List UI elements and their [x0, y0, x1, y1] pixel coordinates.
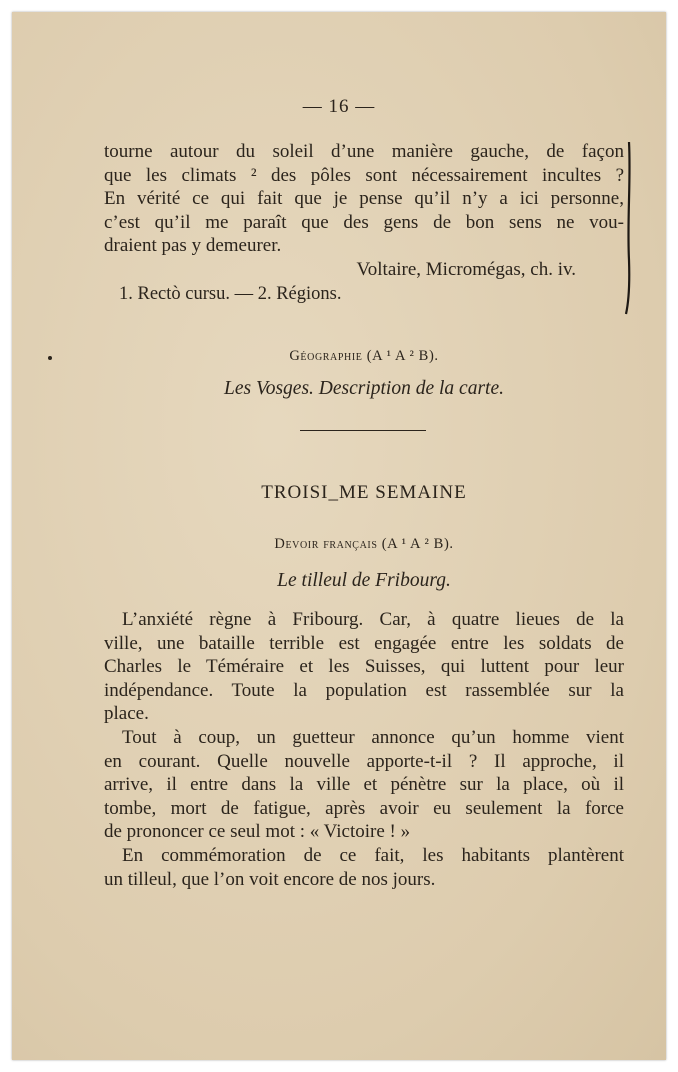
paragraph-line: arrive, il entre dans la ville et pénètre sur la place, où il	[104, 774, 624, 796]
paragraph-line: tombe, mort de fatigue, après avoir eu seulement la force	[104, 797, 624, 819]
passage-line: c’est qu’il me paraît que des gens de bon sens ne vou-	[104, 211, 624, 233]
margin-bracket-mark	[624, 140, 632, 316]
paragraph-line: de prononcer ce seul mot : « Victoire ! »	[104, 821, 411, 843]
section-divider	[300, 430, 426, 431]
paragraph-line: place.	[104, 703, 149, 725]
geography-heading: Géographie (A ¹ A ² B).	[289, 348, 439, 364]
paragraph-line: Tout à coup, un guetteur annonce qu’un homme vient	[122, 726, 624, 748]
geography-section	[104, 348, 624, 365]
paragraph-line: En commémoration de ce fait, les habitants plantèrent	[122, 844, 624, 866]
paragraph-line: un tilleul, que l’on voit encore de nos jours.	[104, 868, 436, 890]
devoir-heading-wrap	[104, 536, 624, 553]
ink-dot	[48, 356, 52, 360]
week-title: TROISI_ME SEMAINE	[261, 482, 467, 503]
story-title: Le tilleul de Fribourg.	[277, 570, 451, 591]
story-title-wrap	[104, 570, 624, 592]
paragraph-line: ville, une bataille terrible est engagée entre les soldats de	[104, 632, 624, 654]
geography-subject: Les Vosges. Description de la carte.	[223, 378, 504, 399]
passage-line: En vérité ce qui fait que je pense qu’il n’y a ici personne,	[104, 188, 624, 210]
passage-line: que les climats ² des pôles sont nécessairement incultes ?	[104, 164, 624, 186]
footnotes: 1. Rectò cursu. — 2. Régions.	[119, 283, 342, 304]
paragraph-line: en courant. Quelle nouvelle apporte-t-il ? Il approche, il	[104, 750, 624, 772]
paragraph-line: indépendance. Toute la population est rassemblée sur la	[104, 679, 624, 701]
week-title-wrap	[104, 482, 624, 504]
paragraph-line: L’anxiété règne à Fribourg. Car, à quatre lieues de la	[122, 609, 624, 630]
page-number: — 16 —	[302, 96, 376, 117]
passage-line: tourne autour du soleil d’une manière gauche, de façon	[104, 141, 624, 162]
paragraph-line: Charles le Téméraire et les Suisses, qui luttent pour leur	[104, 656, 624, 678]
passage-line: draient pas y demeurer.	[104, 235, 282, 257]
story-text	[104, 608, 624, 891]
devoir-heading: Devoir français (A ¹ A ² B).	[274, 536, 454, 552]
attribution: Voltaire, Micromégas, ch. iv.	[356, 258, 576, 280]
geography-subject-wrap	[104, 378, 624, 400]
voltaire-passage	[104, 140, 624, 305]
book-page	[12, 12, 666, 1060]
